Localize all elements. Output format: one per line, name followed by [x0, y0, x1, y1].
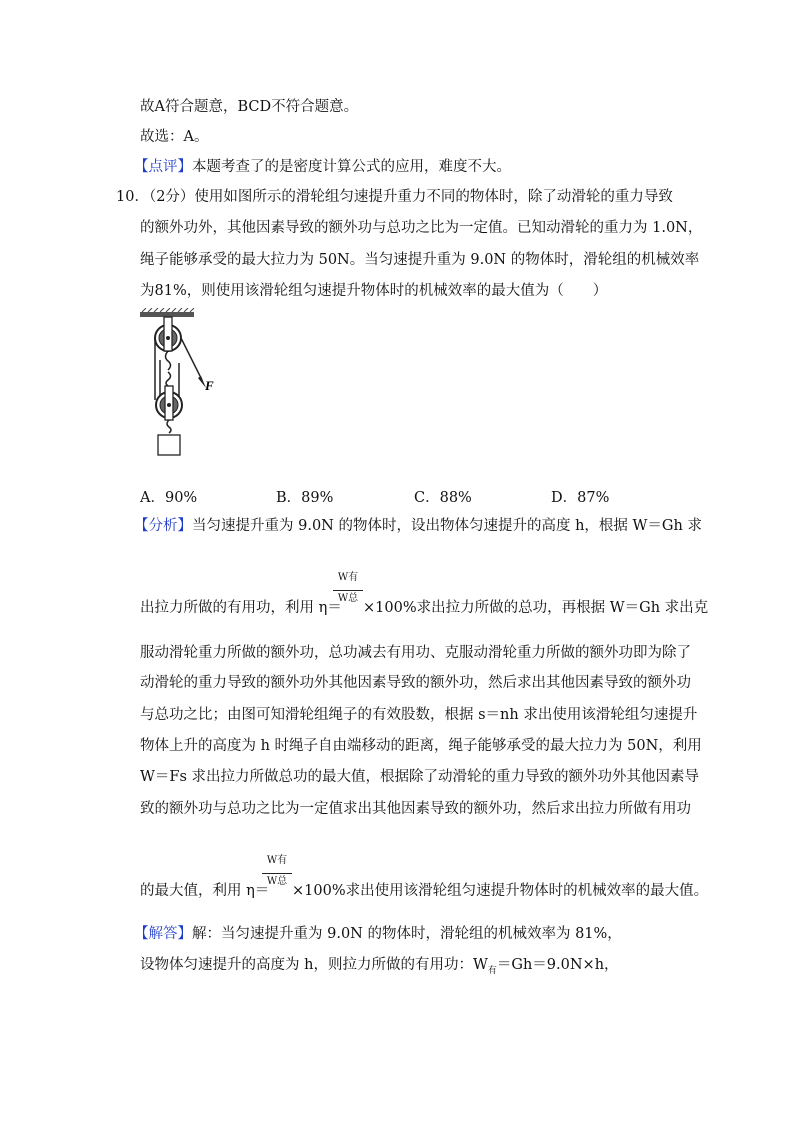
fraction-denominator: W总: [266, 876, 288, 887]
answer-line: [134, 924, 622, 944]
fraction-denominator: W总: [337, 593, 359, 604]
analysis-line: 的最大值，利用 η＝: [140, 883, 270, 899]
question-line: [116, 187, 673, 207]
answer-line: [140, 955, 619, 981]
subscript: 有: [487, 965, 497, 976]
fraction-numerator: W有: [266, 855, 288, 866]
fraction-bar: [262, 873, 292, 874]
fraction-numerator: W有: [337, 572, 359, 583]
option-b: B．89%: [276, 490, 334, 506]
option-d: D．87%: [551, 490, 610, 506]
analysis-line: ×100%求出使用该滑轮组匀速提升物体时的机械效率的最大值。: [292, 883, 709, 899]
analysis-line: W＝Fs 求出拉力所做总功的最大值，根据除了动滑轮的重力导致的额外功外其他因素导: [140, 769, 700, 785]
analysis-line: 与总功之比；由图可知滑轮组绳子的有效股数，根据 s＝nh 求出使用该滑轮组匀速提升: [140, 707, 698, 723]
analysis-tag: 【分析】: [134, 518, 192, 534]
pulley-diagram: [138, 308, 228, 458]
comment-tag: 【点评】: [134, 159, 192, 175]
analysis-line: 物体上升的高度为 h 时绳子自由端移动的距离，绳子能够承受的最大拉力为 50N，利用: [140, 738, 702, 754]
force-label: F: [205, 378, 214, 393]
text-line: 故选：A。: [140, 129, 209, 145]
text-line: 故A符合题意，BCD不符合题意。: [140, 99, 359, 115]
fraction-bar: [333, 590, 363, 591]
question-line: 为81%，则使用该滑轮组匀速提升物体时的机械效率的最大值为（ ）: [140, 283, 608, 299]
analysis-line: 致的额外功与总功之比为一定值求出其他因素导致的额外功，然后求出拉力所做有用功: [140, 801, 691, 817]
question-number: 10．: [116, 189, 149, 205]
option-c: C．88%: [414, 490, 472, 506]
question-line: 绳子能够承受的最大拉力为 50N。当匀速提升重为 9.0N 的物体时，滑轮组的机械效率: [140, 252, 700, 268]
analysis-line: 服动滑轮重力所做的额外功，总功减去有用功、克服动滑轮重力所做的额外功即为除了: [140, 645, 691, 661]
analysis-line: 动滑轮的重力导致的额外功外其他因素导致的额外功，然后求出其他因素导致的额外功: [140, 675, 691, 691]
answer-tag: 【解答】: [134, 926, 192, 942]
comment-line: [134, 157, 511, 177]
option-a: A．90%: [140, 490, 198, 506]
comment-text: 本题考查了的是密度计算公式的应用，难度不大。: [192, 159, 511, 175]
analysis-line: ×100%求出拉力所做的总功，再根据 W＝Gh 求出克: [363, 600, 709, 616]
answer-text: ＝Gh＝9.0N×h，: [496, 957, 619, 973]
analysis-text: 当匀速提升重为 9.0N 的物体时，设出物体匀速提升的高度 h，根据 W＝Gh 求: [192, 518, 702, 534]
question-line: 的额外功外，其他因素导致的额外功与总功之比为一定值。已知动滑轮的重力为 1.0N，: [140, 220, 703, 236]
answer-text: 解：当匀速提升重为 9.0N 的物体时，滑轮组的机械效率为 81%，: [192, 926, 622, 942]
answer-text: 设物体匀速提升的高度为 h，则拉力所做的有用功：W: [140, 957, 488, 973]
analysis-line: [134, 516, 702, 536]
question-text: （2分）使用如图所示的滑轮组匀速提升重力不同的物体时，除了动滑轮的重力导致: [148, 189, 673, 205]
analysis-line: 出拉力所做的有用功，利用 η＝: [140, 600, 342, 616]
